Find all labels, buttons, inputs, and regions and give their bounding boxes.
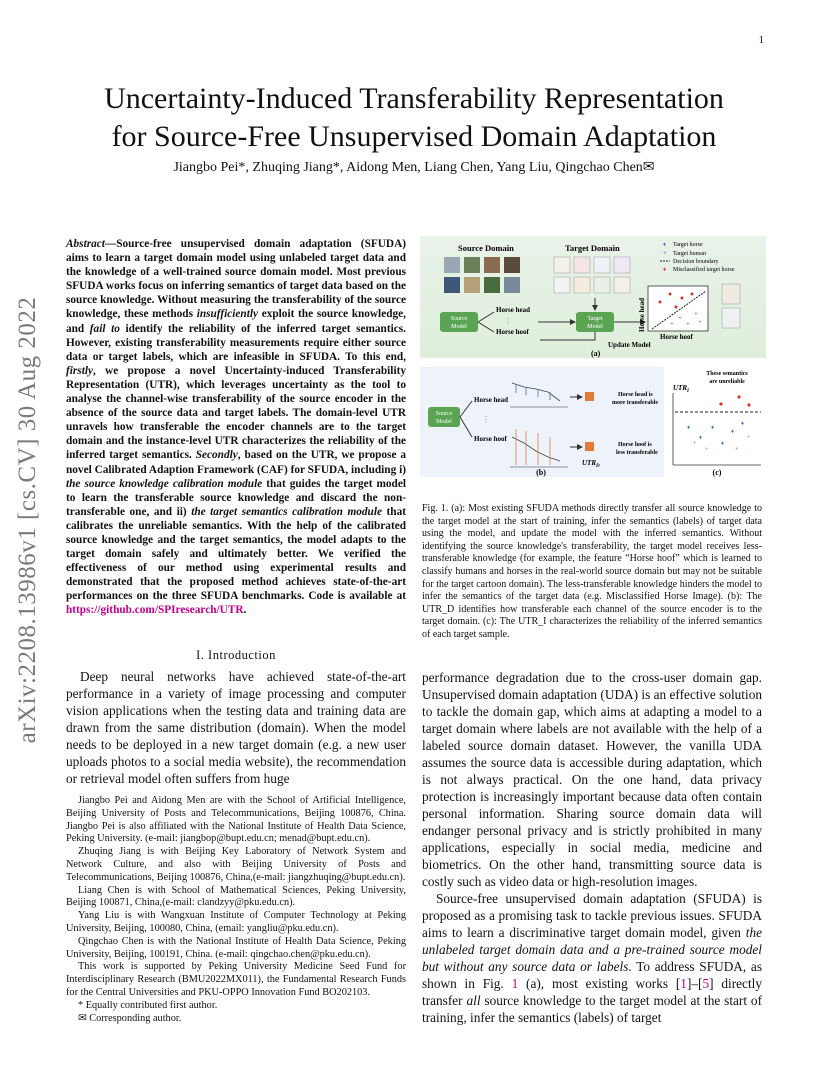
svg-text:♦: ♦: [731, 429, 735, 435]
section-heading: I. Introduction: [196, 648, 276, 662]
head-uncertainty-plot: [510, 383, 568, 407]
abstract-emphasis: the source knowledge calibration module: [66, 477, 263, 490]
code-link[interactable]: https://github.com/SPIresearch/UTR: [66, 604, 244, 617]
svg-text:+: +: [693, 441, 697, 447]
page-number: 1: [758, 34, 764, 46]
svg-text:+: +: [694, 310, 698, 318]
source-model-label-b: Source Model: [435, 411, 453, 425]
update-model-label: Update Model: [608, 341, 651, 349]
abstract: [66, 237, 406, 618]
svg-text:+: +: [735, 447, 739, 453]
svg-text:♦: ♦: [741, 421, 745, 427]
arxiv-stamp-text: arXiv:2208.13986v1 [cs.CV] 30 Aug 2022: [14, 296, 41, 744]
abstract-emphasis: insufficiently: [196, 308, 258, 321]
update-arrow: [540, 332, 595, 340]
abstract-text: , we propose a novel Uncertainty-induced Transferability Representation (UTR), which leverages uncertainty as the tool to analyse the channel-wise transferability of the source encoder in the absence of the source data and target labels. The domain-level UTR unravels how transferable the encoder channels are to the target domain and the instance-level UTR characterizes the reliability of the inferred target semantics.: [66, 364, 406, 462]
body-text: ] directly transfer: [422, 976, 762, 1008]
figure-1: [420, 236, 766, 490]
body-text: source knowledge to the target model at the start of training, infer the semantics (labels) of target: [422, 993, 762, 1025]
citation-link[interactable]: 5: [702, 976, 710, 991]
legend-misclassified: Misclassified target horse: [673, 267, 735, 273]
sample-image-horse: [722, 284, 740, 304]
abstract-text: that guides the target model to learn the transferable source knowledge and discard the non-transferable one, and ii): [66, 477, 406, 518]
intro-paragraph: [422, 890, 762, 1026]
figure-panel-c: [669, 367, 766, 477]
ellipsis-dots: ⋮: [504, 317, 512, 326]
body-text: ]–[: [686, 976, 703, 991]
panel-b-diagram: [420, 367, 664, 477]
footnote: Qingchao Chen is with the National Institute of Health Data Science, Peking University, Beijing, 100191, China. (e-mail: qingchao.chen@pku.edu.cn).: [66, 935, 406, 960]
sample-image-human: [722, 308, 740, 328]
citation-link[interactable]: 1: [680, 976, 687, 991]
body-text: Source-free unsupervised domain adaptation (SFUDA) is proposed as a promising task to tackle previous issues. SFUDA aims to learn a discriminative target domain model, given: [422, 891, 762, 940]
head-channel-square: [585, 392, 594, 401]
paper-title: [60, 80, 768, 156]
abstract-label: Abstract: [66, 238, 105, 250]
figure-caption: Fig. 1. (a): Most existing SFUDA methods directly transfer all source knowledge to the target model at the start of training, infer the semantics (labels) of target data using the model, and update the model with the inferred semantics. Without identifying the source knowledge's transferability, the target model receives less-transferable knowledge (for example, the feature “Horse hoof” which is learned to classify humans and horses in the real-world source domain but may not be suitable for the target cartoon domain). The less-transferable knowledge hinders the model to infer the semantics of the target data (e.g. Misclassified Horse Image). (b): The UTR_D identifies how transferable each channel of the source encoder is to the target domain. (c): The UTR_I characterizes the reliability of the inferred semantics of each target sample.: [422, 503, 762, 640]
abstract-emphasis: Secondly: [195, 449, 238, 462]
horse-hoof-label: Horse hoof: [496, 328, 529, 336]
footnote: Zhuqing Jiang is with Beijing Key Laboratory of Network System and Network Culture, and also with Beijing University of Posts and Telecommunications, Beijing 100876, China,(e-mail: jiangzhuqing@bupt.edu.cn).: [66, 846, 406, 883]
source-domain-label: Source Domain: [458, 243, 514, 253]
source-model-label: Source Model: [450, 316, 468, 330]
abstract-emphasis: the target semantics calibration module: [191, 505, 382, 518]
footnotes: [66, 795, 406, 1025]
svg-text:♦: ♦: [711, 425, 715, 431]
utr-i-label: $UTR_I$: [673, 384, 689, 394]
note-hoof: Horse hoof is less transferable: [616, 442, 658, 456]
axis-horse-hoof: Horse hoof: [660, 333, 693, 341]
panel-a-diagram: [420, 236, 766, 358]
utr-d-label: $UTR_D$: [582, 459, 600, 469]
svg-text:+: +: [698, 318, 702, 326]
svg-text:+: +: [705, 447, 709, 453]
unreliable-marks: [719, 395, 750, 406]
svg-text:+: +: [670, 320, 674, 328]
body-text: (a), most existing works [: [518, 976, 681, 991]
target-image-grid: [554, 257, 630, 293]
body-text: . To address SFUDA, as shown in Fig.: [422, 959, 762, 991]
intro-paragraph: Deep neural networks have achieved state-of-the-art performance in a variety of image processing and computer vision applications when the testing data and training data are drawn from the same distribution (domain). When the model needs to be deployed in a new target domain (e.g. a new user uploads photos to a social media website), the recommendation or retrieval model often suffers from huge: [66, 669, 406, 786]
legend-marker-horse: ♦: [663, 242, 667, 248]
abstract-text: , based on the UTR, we propose a novel Calibrated Adaption Framework (CAF) for SFUDA, including i): [66, 449, 406, 476]
note-head: Horse head is more transferable: [612, 392, 659, 406]
panel-c-diagram: [669, 367, 766, 477]
svg-text:+: +: [686, 320, 690, 328]
intro-paragraph: performance degradation due to the cross-user domain gap. Unsupervised domain adaptation (UDA) is an effective solution to tackle the domain gap, which aims at adapting a model to a target domain where labels are not available with the help of a labeled source domain dataset. However, the vanilla UDA assumes the source data is accessible during adaptation, which is not always practical. On the one hand, data privacy protection is increasingly important because data often contain personal information. Sharing source domain data will endanger personal privacy and is strictly prohibited in many applications, especially in social media, medicine and biometrics. On the other hand, transmitting source data is costly such as video data or high-resolution images.: [422, 670, 762, 889]
title-line-1: Uncertainty-Induced Transferability Representation: [104, 82, 724, 115]
horse-head-label: Horse head: [496, 306, 531, 314]
body-emphasis: the unlabeled target domain data and a pre-trained source model but without any source data or labels: [422, 925, 762, 974]
axis-horse-head: Horse head: [638, 297, 646, 332]
abstract-emphasis: firstly: [66, 364, 93, 377]
hoof-channel-square: [585, 442, 594, 451]
footnote: * Equally contributed first author.: [78, 999, 218, 1011]
title-line-2: for Source-Free Unsupervised Domain Adaptation: [111, 120, 717, 153]
svg-text:+: +: [747, 435, 751, 441]
intro-right: [422, 669, 762, 1026]
figure-panel-b: [420, 367, 664, 477]
hoof-uncertainty-plot: [510, 429, 568, 467]
footnote: Yang Liu is with Wangxuan Institute of Computer Technology at Peking University, Beijing, 100080, China, (email: yangliu@pku.edu.cn).: [66, 910, 406, 934]
panel-c-label: (c): [712, 468, 722, 477]
legend-target-human: Target human: [673, 251, 706, 257]
abstract-text: —Source-free unsupervised domain adaptation (SFUDA) aims to learn a target domain model using unlabeled target data and the knowledge of a well-trained source domain model. Most previous SFUDA works focus on inferring semantics of target data based on the source knowledge. Without measuring the transferability of the source knowledge, these methods: [66, 238, 406, 321]
source-image-grid: [444, 257, 520, 293]
abstract-emphasis: fail to: [89, 322, 120, 335]
legend-boundary: Decision boundary: [673, 259, 719, 265]
abstract-text: identify the reliability of the inferred target semantics. However, existing transferability measurements require either source data or target labels, which are infeasible in SFUDA. To this end,: [66, 322, 406, 363]
abstract-text: .: [243, 604, 247, 617]
legend-marker-human: +: [663, 249, 667, 257]
svg-text:+: +: [678, 314, 682, 322]
legend-marker-misclassified: ♦: [663, 267, 667, 273]
panel-b-label: (b): [536, 468, 546, 477]
intro-left: [66, 668, 406, 787]
horse-head-label-b: Horse head: [474, 396, 509, 404]
horse-hoof-label-b: Horse hoof: [474, 435, 507, 443]
target-domain-label: Target Domain: [565, 243, 620, 253]
legend-target-horse: Target horse: [673, 242, 703, 248]
target-model-label: Target Model: [587, 316, 603, 330]
arxiv-stamp: [8, 285, 48, 755]
footnote: Jiangbo Pei and Aidong Men are with the School of Artificial Intelligence, Beijing University of Posts and Telecommunications, Beijing 100876, China. Jiangbo Pei is also affiliated with the National Institute of Health Data Science, Peking University. (e-mail: jiangbop@bupt.edu.cn; menad@bupt.edu.cn).: [66, 795, 406, 845]
figure-reference-link[interactable]: 1: [511, 976, 519, 991]
svg-text:♦: ♦: [699, 435, 703, 441]
abstract-text: that calibrates the unreliable semantics. With the help of the calibrated source knowledge and the target semantics, the model adapts to the target domain safely and ultimately better. We verified the effectiveness of our method using experimental results and demonstrated that the proposed method achieves state-of-the-art performances on the three SFUDA benchmarks. Code is available at: [66, 505, 406, 603]
abstract-text: exploit the source knowledge, and: [66, 308, 406, 335]
footnote: Liang Chen is with School of Mathematical Sciences, Peking University, Beijing 100871, China,(e-mail: clandzyy@pku.edu.cn).: [66, 884, 406, 909]
footnote: ✉ Corresponding author.: [78, 1012, 182, 1024]
reliable-marks: [687, 421, 751, 453]
svg-text:♦: ♦: [687, 425, 691, 431]
svg-text:♦: ♦: [721, 441, 725, 447]
footnote: This work is supported by Peking University Medicine Seed Fund for Interdisciplinary Research (BMU2022MX011), the Fundamental Research Funds for the Central Universities and PKU-OPPO Innovation Fund BO202103.: [66, 961, 406, 998]
panel-a-label: (a): [591, 349, 601, 358]
unreliable-note: These semantics are unreliable: [706, 371, 748, 385]
ellipsis-dots-b: ⋮: [482, 415, 490, 424]
authors: Jiangbo Pei*, Zhuqing Jiang*, Aidong Men, Liang Chen, Yang Liu, Qingchao Chen✉: [173, 160, 655, 175]
body-emphasis: all: [466, 993, 481, 1008]
figure-panel-a: [420, 236, 766, 358]
